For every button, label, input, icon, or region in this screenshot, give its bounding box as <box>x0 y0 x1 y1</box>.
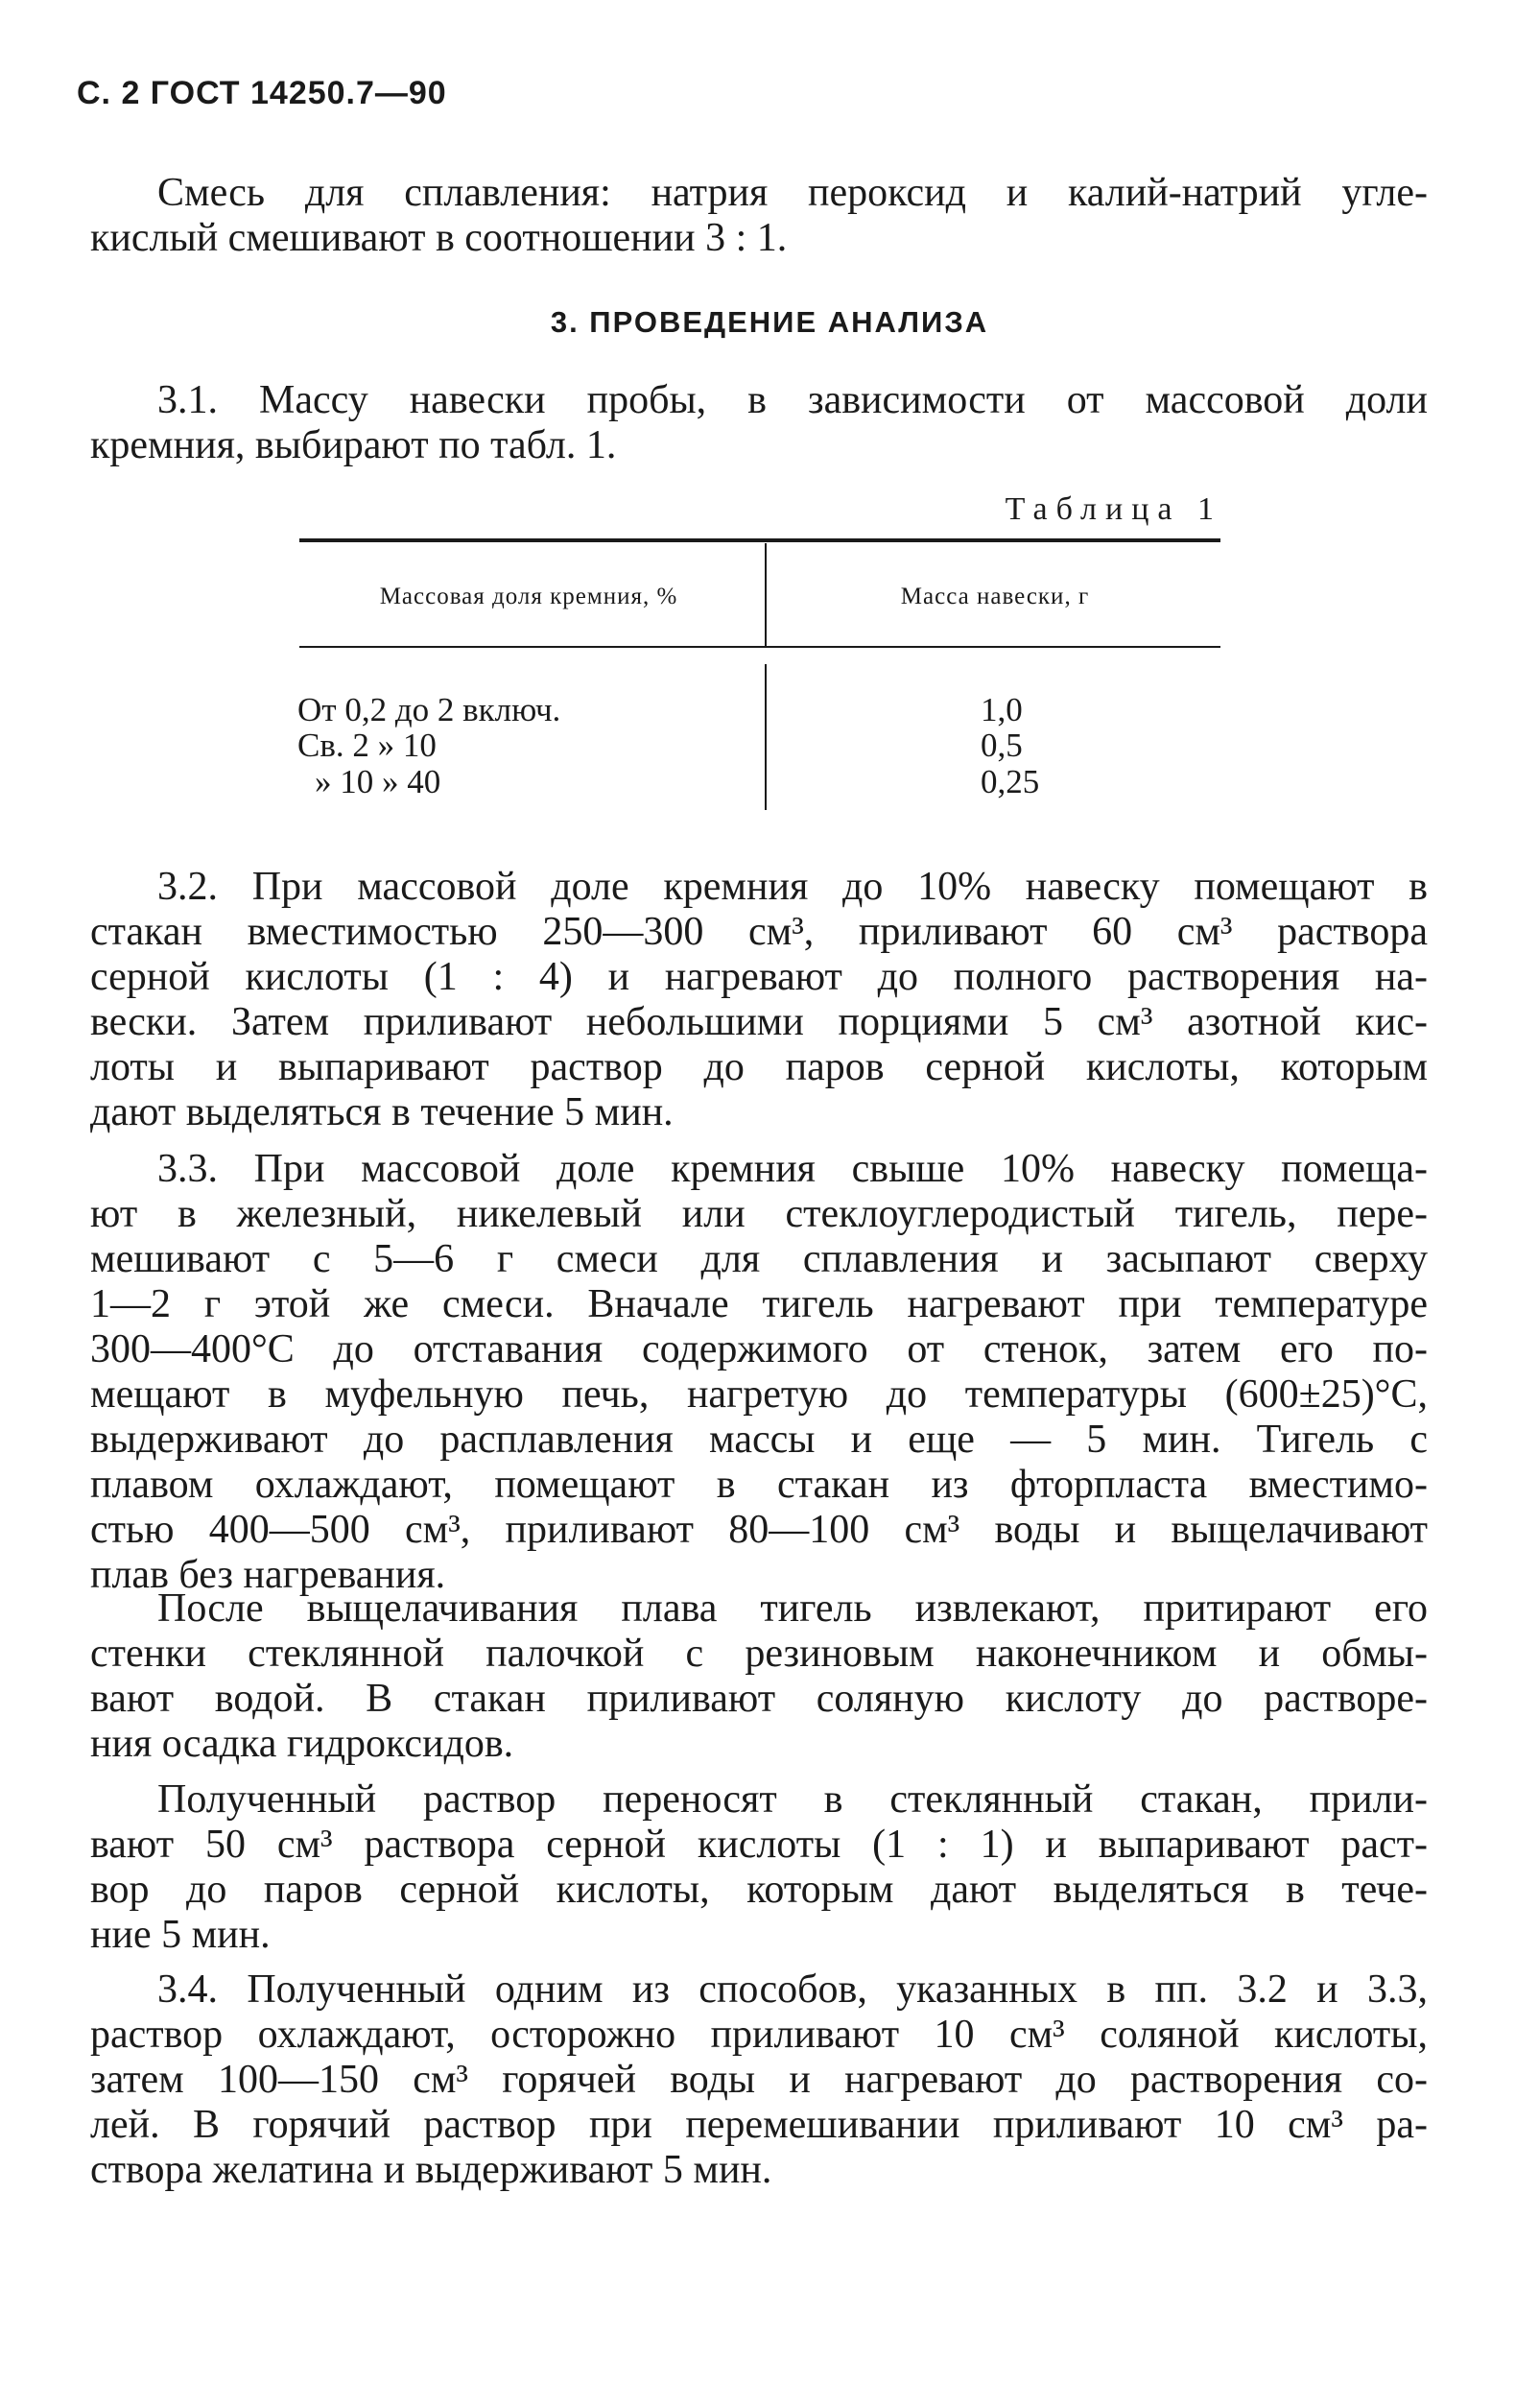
text-line: дают выделяться в течение 5 мин. <box>90 1090 674 1134</box>
text-line: вают 50 см³ раствора серной кислоты (1 : 1) и выпаривают раст- <box>90 1823 1428 1867</box>
table-caption: Таблица 1 <box>1005 491 1222 527</box>
section-title: 3. ПРОВЕДЕНИЕ АНАЛИЗА <box>550 305 989 339</box>
table-header-silicon: Массовая доля кремния, % <box>379 584 678 609</box>
text-line: 3.3. При массовой доле кремния свыше 10% навеску помеща- <box>157 1147 1428 1191</box>
text-line: затем 100—150 см³ горячей воды и нагревают до растворения со- <box>90 2058 1428 2102</box>
text-line: раствор охлаждают, осторожно приливают 10 см³ соляной кислоты, <box>90 2013 1428 2057</box>
text-line: мещают в муфельную печь, нагретую до температуры (600±25)°С, <box>90 1372 1428 1417</box>
paragraph-3-1 <box>90 378 1428 468</box>
table-header-mass: Масса навески, г <box>900 584 1090 609</box>
table-column-divider-header <box>765 543 767 646</box>
table-cell-range: » 10 » 40 <box>315 763 441 800</box>
paragraph-3-4 <box>90 1967 1428 2193</box>
text-line: створа желатина и выдерживают 5 мин. <box>90 2148 772 2192</box>
text-line: 3.1. Массу навески пробы, в зависимости от массовой доли <box>157 378 1428 422</box>
text-line: стью 400—500 см³, приливают 80—100 см³ воды и выщелачивают <box>90 1508 1428 1552</box>
text-line: плав без нагревания. <box>90 1553 446 1597</box>
intro-paragraph <box>90 171 1428 261</box>
text-line: ние 5 мин. <box>90 1913 271 1957</box>
text-line: вают водой. В стакан приливают соляную кислоту до растворе- <box>90 1677 1428 1721</box>
text-line: плавом охлаждают, помещают в стакан из фторпласта вместимо- <box>90 1463 1428 1507</box>
text-line: выдерживают до расплавления массы и еще — 5 мин. Тигель с <box>90 1418 1428 1462</box>
text-line: Смесь для сплавления: натрия пероксид и калий-натрий угле- <box>157 171 1428 215</box>
text-line: лей. В горячий раствор при перемешивании приливают 10 см³ ра- <box>90 2103 1428 2147</box>
text-line: 3.2. При массовой доле кремния до 10% навеску помещают в <box>157 865 1428 909</box>
paragraph-3-2 <box>90 865 1428 1135</box>
paragraph-3-3-leaching <box>90 1586 1428 1767</box>
table-cell-range: От 0,2 до 2 включ. <box>297 691 561 728</box>
text-line: После выщелачивания плава тигель извлекают, притирают его <box>157 1586 1428 1631</box>
text-line: лоты и выпаривают раствор до паров серной кислоты, которым <box>90 1045 1428 1089</box>
text-line: мешивают с 5—6 г смеси для сплавления и засыпают сверху <box>90 1237 1428 1281</box>
text-line: стенки стеклянной палочкой с резиновым наконечником и обмы- <box>90 1632 1428 1676</box>
table-cell-range: Св. 2 » 10 <box>297 727 437 764</box>
text-line: Полученный раствор переносят в стеклянный стакан, прили- <box>157 1777 1428 1822</box>
text-line: вески. Затем приливают небольшими порциями 5 см³ азотной кис- <box>90 1000 1428 1044</box>
table-cell-mass: 0,25 <box>981 763 1040 800</box>
text-line: кремния, выбирают по табл. 1. <box>90 423 617 467</box>
table-top-rule <box>299 538 1220 542</box>
text-line: ния осадка гидроксидов. <box>90 1722 514 1766</box>
table-header-rule <box>299 646 1220 648</box>
text-line: 3.4. Полученный одним из способов, указанных в пп. 3.2 и 3.3, <box>157 1967 1428 2012</box>
page-header: С. 2 ГОСТ 14250.7—90 <box>77 75 447 111</box>
table-cell-mass: 1,0 <box>981 691 1023 728</box>
table-column-divider-body <box>765 664 767 810</box>
paragraph-3-3-evaporation <box>90 1777 1428 1958</box>
text-line: кислый смешивают в соотношении 3 : 1. <box>90 216 788 260</box>
text-line: стакан вместимостью 250—300 см³, приливают 60 см³ раствора <box>90 910 1428 954</box>
text-line: серной кислоты (1 : 4) и нагревают до полного растворения на- <box>90 955 1428 999</box>
text-line: 300—400°С до отставания содержимого от стенок, затем его по- <box>90 1327 1428 1371</box>
table-cell-mass: 0,5 <box>981 727 1023 764</box>
text-line: вор до паров серной кислоты, которым дают выделяться в тече- <box>90 1868 1428 1912</box>
text-line: 1—2 г этой же смеси. Вначале тигель нагревают при температуре <box>90 1282 1428 1326</box>
paragraph-3-3 <box>90 1147 1428 1598</box>
text-line: ют в железный, никелевый или стеклоуглеродистый тигель, пере- <box>90 1192 1428 1236</box>
